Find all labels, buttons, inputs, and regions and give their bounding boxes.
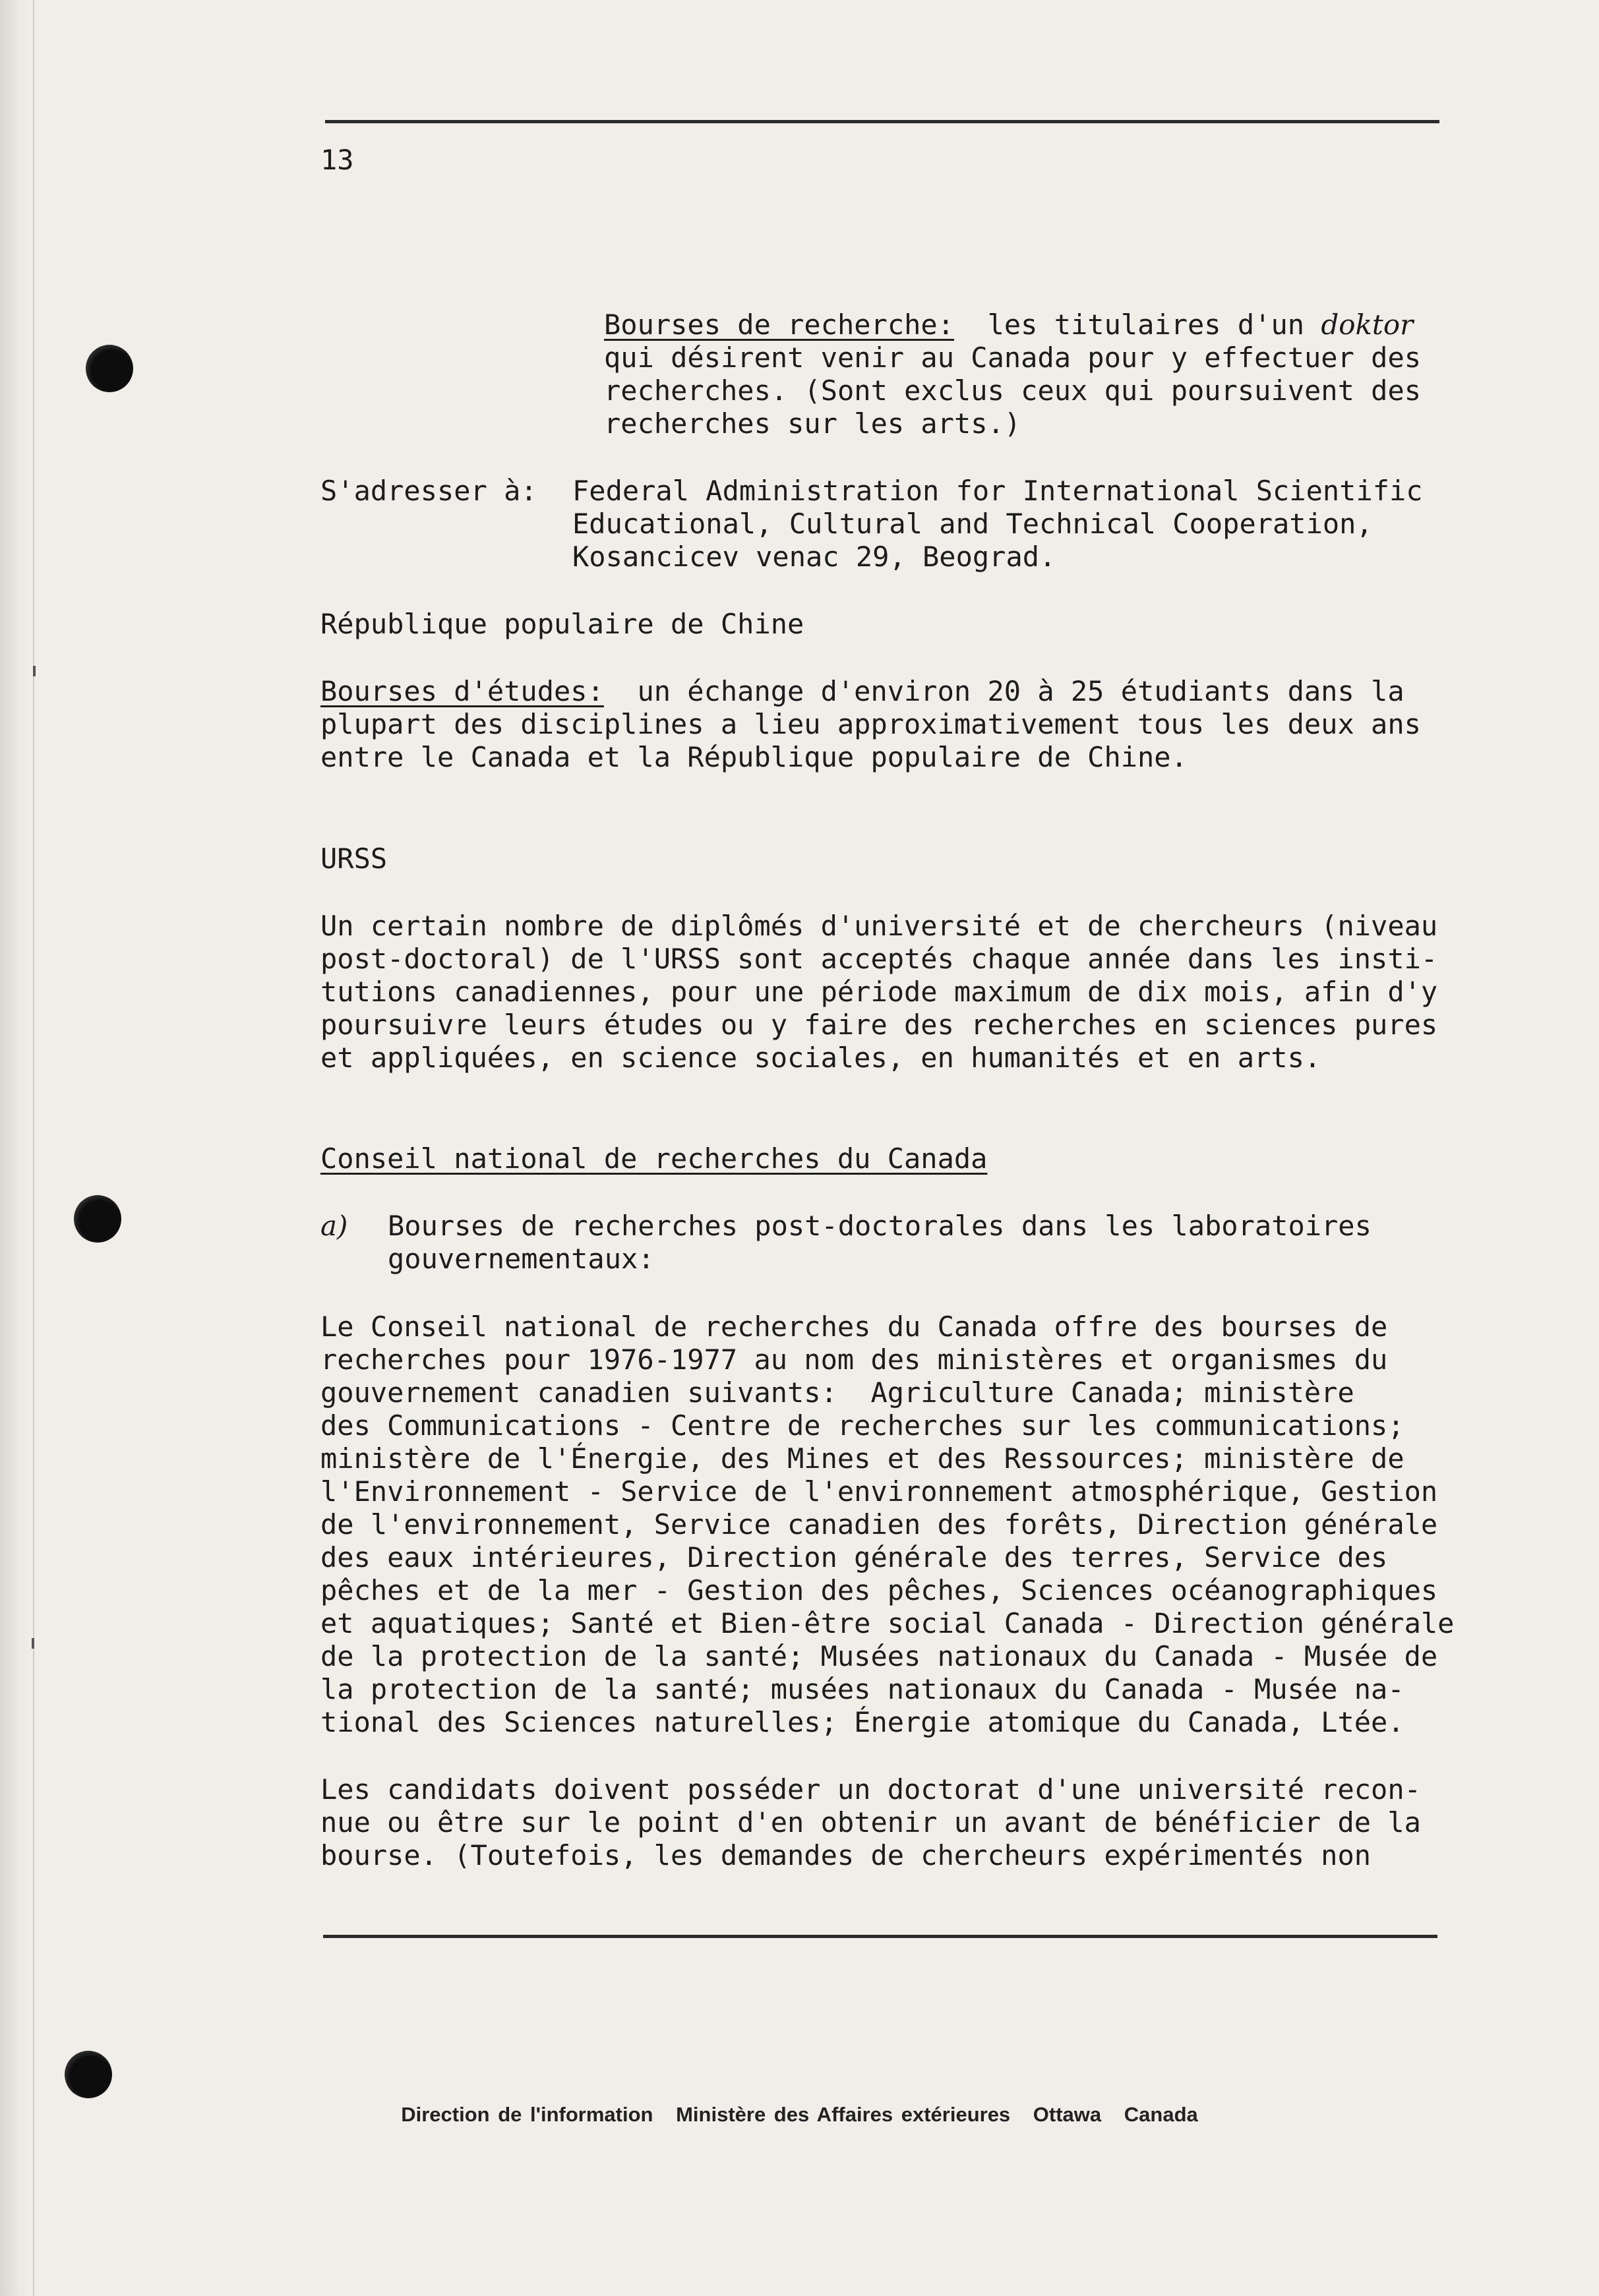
fellowship-heading: Bourses de recherche: bbox=[604, 309, 955, 341]
contact-line: Educational, Cultural and Technical Cooperation, bbox=[572, 508, 1373, 540]
margin-mark bbox=[32, 1638, 34, 1649]
nrc-para1-line: Le Conseil national de recherches du Canada offre des bourses de bbox=[320, 1310, 1388, 1343]
contact-line: Federal Administration for International Scientific bbox=[572, 475, 1423, 507]
top-rule bbox=[325, 120, 1439, 123]
nrc-para1-line: ministère de l'Énergie, des Mines et des Ressources; ministère de bbox=[320, 1442, 1404, 1475]
nrc-para2-line: Les candidats doivent posséder un doctorat d'une université recon- bbox=[320, 1773, 1421, 1806]
footer-ministry: Ministère des Affaires extérieures bbox=[676, 2103, 1011, 2126]
nrc-para2-line: nue ou être sur le point d'en obtenir un avant de bénéficier de la bbox=[320, 1806, 1421, 1839]
nrc-para2-line: bourse. (Toutefois, les demandes de chercheurs expérimentés non bbox=[320, 1839, 1372, 1871]
china-text: un échange d'environ 20 à 25 étudiants dans la bbox=[603, 675, 1404, 707]
china-line-1 bbox=[320, 675, 1404, 708]
footer-dept: Direction de l'information bbox=[401, 2103, 653, 2126]
bottom-rule bbox=[323, 1935, 1437, 1938]
fellowship-text: les titulaires d'un bbox=[954, 309, 1321, 341]
nrc-para1-line: gouvernement canadien suivants: Agriculture Canada; ministère bbox=[320, 1376, 1354, 1409]
footer-city: Ottawa bbox=[1033, 2103, 1102, 2126]
ussr-line: poursuivre leurs études ou y faire des recherches en sciences pures bbox=[320, 1009, 1438, 1041]
nrc-item-line: gouvernementaux: bbox=[388, 1243, 655, 1275]
ussr-line: post-doctoral) de l'URSS sont acceptés chaque année dans les insti- bbox=[320, 943, 1438, 975]
list-marker: a) bbox=[320, 1210, 348, 1242]
nrc-para1-line: de l'environnement, Service canadien des forêts, Direction générale bbox=[320, 1508, 1438, 1541]
china-title: République populaire de Chine bbox=[320, 608, 804, 640]
footer bbox=[0, 2103, 1599, 2127]
nrc-para1-line: recherches pour 1976-1977 au nom des ministères et organismes du bbox=[320, 1343, 1388, 1376]
ussr-line: et appliquées, en science sociales, en humanités et en arts. bbox=[320, 1042, 1321, 1074]
fellowship-term: doktor bbox=[1321, 309, 1414, 341]
nrc-para1-line: des Communications - Centre de recherches sur les communications; bbox=[320, 1409, 1404, 1442]
fellowship-line-2: qui désirent venir au Canada pour y effectuer des bbox=[604, 341, 1422, 374]
nrc-para1-line: tional des Sciences naturelles; Énergie atomique du Canada, Ltée. bbox=[320, 1706, 1404, 1738]
nrc-para1-line: l'Environnement - Service de l'environnement atmosphérique, Gestion bbox=[320, 1475, 1438, 1508]
punch-hole-middle bbox=[74, 1195, 121, 1243]
nrc-title: Conseil national de recherches du Canada bbox=[320, 1142, 988, 1175]
nrc-para1-line: des eaux intérieures, Direction générale des terres, Service des bbox=[320, 1541, 1388, 1574]
nrc-item-line: Bourses de recherches post-doctorales dans les laboratoires bbox=[388, 1210, 1372, 1242]
nrc-para1-line: de la protection de la santé; Musées nationaux du Canada - Musée de bbox=[320, 1640, 1438, 1672]
ussr-line: Un certain nombre de diplômés d'université et de chercheurs (niveau bbox=[320, 910, 1438, 942]
footer-country: Canada bbox=[1124, 2103, 1198, 2126]
contact-label: S'adresser à: bbox=[320, 475, 537, 507]
margin-mark bbox=[33, 666, 36, 676]
nrc-para1-line: et aquatiques; Santé et Bien-être social Canada - Direction générale bbox=[320, 1607, 1455, 1639]
china-scholarship-heading: Bourses d'études: bbox=[320, 675, 604, 707]
ussr-line: tutions canadiennes, pour une période maximum de dix mois, afin d'y bbox=[320, 976, 1438, 1008]
fellowship-line-3: recherches. (Sont exclus ceux qui poursuivent des bbox=[604, 374, 1422, 407]
fellowship-line-1 bbox=[604, 309, 1413, 341]
punch-hole-bottom bbox=[65, 2051, 112, 2098]
punch-hole-top bbox=[86, 345, 133, 392]
fellowship-line-4: recherches sur les arts.) bbox=[604, 407, 1021, 440]
china-line: entre le Canada et la République populaire de Chine. bbox=[320, 741, 1188, 773]
page-number: 13 bbox=[320, 144, 354, 176]
ussr-title: URSS bbox=[320, 842, 388, 875]
nrc-para1-line: la protection de la santé; musées nationaux du Canada - Musée na- bbox=[320, 1673, 1404, 1705]
nrc-para1-line: pêches et de la mer - Gestion des pêches, Sciences océanographiques bbox=[320, 1574, 1438, 1606]
binding-edge bbox=[0, 0, 34, 2296]
contact-line: Kosancicev venac 29, Beograd. bbox=[572, 541, 1056, 573]
china-line: plupart des disciplines a lieu approximativement tous les deux ans bbox=[320, 708, 1421, 740]
